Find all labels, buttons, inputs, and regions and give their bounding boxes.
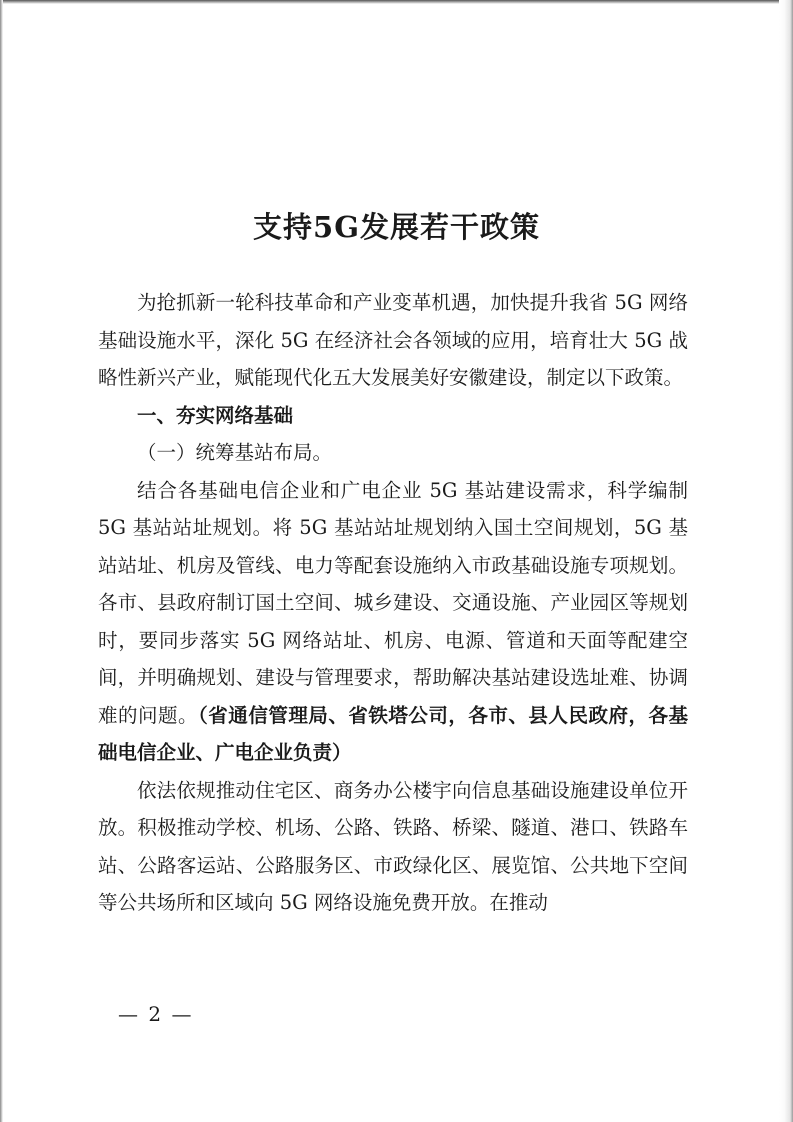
page-number: — 2 — xyxy=(118,1002,194,1026)
body-paragraph: 依法依规推动住宅区、商务办公楼宇向信息基础设施建设单位开放。积极推动学校、机场、公路、铁路、桥梁、隧道、港口、铁路车站、公路客运站、公路服务区、市政绿化区、展览馆、公共地下空间等公共场所和区域向 5G 网络设施免费开放。在推动 xyxy=(98,778,688,914)
body-paragraph xyxy=(98,472,688,772)
subsection-heading: （一）统筹基站布局。 xyxy=(137,441,333,464)
paragraph-text: 结合各基础电信企业和广电企业 5G 基站建设需求，科学编制 5G 基站站址规划。将 5G 基站站址规划纳入国土空间规划，5G 基站站址、机房及管线、电力等配套设施纳入市政基础设施专项规划。各市、县政府制订国土空间、城乡建设、交通设施、产业园区等规划时，要同步落实 5G 网络站址、机房、电源、管道和天面等配建空间，并明确规划、建设与管理要求，帮助解决基站建设选址难、协调难的问题。 xyxy=(98,478,688,727)
scan-border-left xyxy=(0,0,3,1122)
intro-paragraph: 为抢抓新一轮科技革命和产业变革机遇，加快提升我省 5G 网络基础设施水平，深化 5G 在经济社会各领域的应用，培育壮大 5G 战略性新兴产业，赋能现代化五大发展美好安徽建设，制定以下政策。 xyxy=(98,291,688,389)
section-heading: 一、夯实网络基础 xyxy=(137,403,294,427)
scan-border-right xyxy=(779,0,793,1122)
document-title: 支持5G发展若干政策 xyxy=(253,210,540,244)
scan-border-top xyxy=(0,0,793,4)
responsible-parties: （省通信管理局、省铁塔公司，各市、县人民政府，各基础电信企业、广电企业负责） xyxy=(98,703,688,764)
document-body xyxy=(98,284,688,922)
